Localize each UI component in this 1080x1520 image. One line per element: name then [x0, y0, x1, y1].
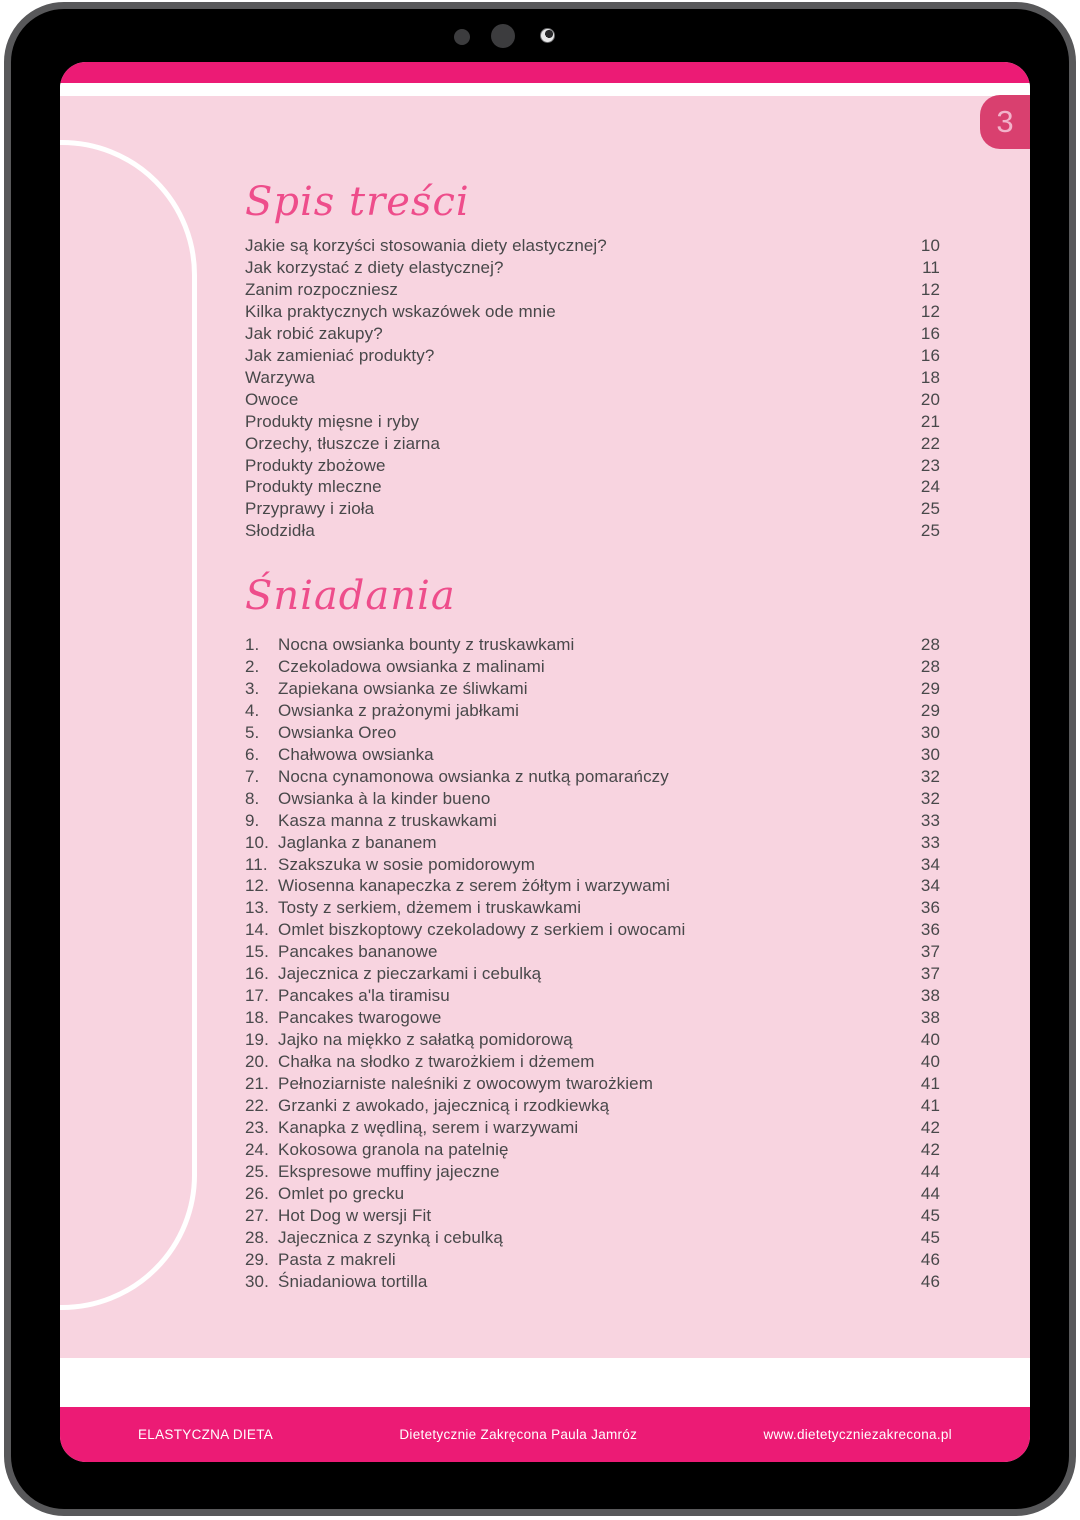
toc-entry[interactable] — [245, 1227, 940, 1249]
toc-entry[interactable] — [245, 1249, 940, 1271]
toc-entry-label: Śniadaniowa tortilla — [278, 1271, 428, 1291]
toc-entry-label: Jajecznica z pieczarkami i cebulką — [278, 964, 542, 984]
toc-list-breakfasts — [245, 634, 940, 1293]
toc-entry-page-number: 25 — [920, 521, 940, 541]
toc-entry-number: 20. — [245, 1052, 269, 1072]
toc-entry[interactable] — [245, 1183, 940, 1205]
toc-entry-page-number: 30 — [920, 722, 940, 742]
toc-entry-page-number: 37 — [920, 942, 940, 962]
toc-entry-label: Pełnoziarniste naleśniki z owocowym twarożkiem — [278, 1074, 653, 1094]
toc-entry-page-number: 30 — [920, 744, 940, 764]
section-title-sniadania: Śniadania — [245, 573, 456, 619]
toc-entry-page-number: 44 — [920, 1161, 940, 1181]
toc-entry-page-number: 36 — [920, 898, 940, 918]
toc-entry-number: 3. — [245, 678, 260, 698]
toc-entry-label: Omlet po grecku — [278, 1183, 405, 1203]
toc-entry-label: Szakszuka w sosie pomidorowym — [278, 854, 536, 874]
toc-entry[interactable] — [245, 1051, 940, 1073]
toc-entry[interactable] — [245, 1271, 940, 1293]
toc-entry-page-number: 18 — [920, 367, 940, 387]
toc-entry-label: Omlet biszkoptowy czekoladowy z serkiem i owocami — [278, 920, 686, 940]
toc-entry[interactable] — [245, 832, 940, 854]
toc-entry-page-number: 16 — [920, 323, 940, 343]
toc-entry-page-number: 41 — [920, 1074, 940, 1094]
toc-entry-number: 13. — [245, 898, 269, 918]
toc-entry-page-number: 11 — [922, 257, 940, 277]
toc-entry-label: Jak korzystać z diety elastycznej? — [245, 257, 504, 277]
toc-entry-label: Produkty mleczne — [245, 477, 382, 497]
toc-entry-number: 14. — [245, 920, 269, 940]
toc-entry[interactable] — [245, 854, 940, 876]
toc-entry-number: 21. — [245, 1074, 269, 1094]
toc-entry-label: Owsianka à la kinder bueno — [278, 788, 491, 808]
toc-entry-label: Chałwowa owsianka — [278, 744, 434, 764]
toc-entry[interactable] — [245, 279, 940, 301]
toc-entry-page-number: 41 — [920, 1096, 940, 1116]
toc-entry[interactable] — [245, 656, 940, 678]
toc-entry-page-number: 21 — [920, 411, 940, 431]
toc-entry-page-number: 28 — [920, 635, 940, 654]
footer-brand-label: ELASTYCZNA DIETA — [138, 1427, 274, 1442]
toc-entry-label: Kilka praktycznych wskazówek ode mnie — [245, 301, 556, 321]
section-title-spis-tresci: Spis treści — [245, 179, 470, 225]
toc-entry-number: 6. — [245, 744, 260, 764]
toc-entry-label: Hot Dog w wersji Fit — [278, 1205, 432, 1225]
toc-entry-page-number: 45 — [920, 1205, 940, 1225]
toc-entry-page-number: 20 — [920, 389, 940, 409]
toc-entry-page-number: 42 — [920, 1139, 940, 1159]
toc-entry[interactable] — [245, 810, 940, 832]
toc-entry[interactable] — [245, 700, 940, 722]
toc-entry[interactable] — [245, 345, 940, 367]
toc-entry-label: Jak zamieniać produkty? — [245, 345, 435, 365]
toc-entry-label: Owoce — [245, 389, 299, 409]
toc-entry[interactable] — [245, 455, 940, 477]
toc-entry-label: Pancakes bananowe — [278, 942, 438, 962]
toc-entry-number: 5. — [245, 722, 260, 742]
toc-entry-label: Owsianka Oreo — [278, 722, 397, 742]
toc-entry-page-number: 44 — [920, 1183, 940, 1203]
footer-author-label: Dietetycznie Zakręcona Paula Jamróz — [399, 1427, 638, 1442]
toc-entry-number: 18. — [245, 1008, 269, 1028]
toc-entry-number: 4. — [245, 700, 260, 720]
toc-entry[interactable] — [245, 1073, 940, 1095]
toc-entry-page-number: 37 — [920, 964, 940, 984]
toc-entry-page-number: 23 — [920, 455, 940, 475]
toc-entry[interactable] — [245, 919, 940, 941]
toc-entry-number: 30. — [245, 1271, 269, 1291]
toc-entry-label: Wiosenna kanapeczka z serem żółtym i warzywami — [278, 876, 670, 896]
toc-entry[interactable] — [245, 963, 940, 985]
page-footer-bar — [60, 1407, 1030, 1462]
toc-entry-number: 27. — [245, 1205, 269, 1225]
toc-entry-label: Zanim rozpoczniesz — [245, 279, 398, 299]
toc-entry-page-number: 32 — [920, 766, 940, 786]
toc-entry[interactable] — [245, 520, 940, 542]
toc-entry-number: 11. — [245, 854, 268, 874]
toc-entry[interactable] — [245, 1117, 940, 1139]
page-bottom-white-strip — [60, 1358, 1030, 1407]
toc-entry-label: Słodzidła — [245, 521, 315, 541]
toc-entry-number: 29. — [245, 1249, 269, 1269]
toc-entry[interactable] — [245, 788, 940, 810]
toc-entry[interactable] — [245, 1161, 940, 1183]
toc-entry-label: Chałka na słodko z twarożkiem i dżemem — [278, 1052, 595, 1072]
toc-entry-page-number: 45 — [920, 1227, 940, 1247]
toc-entry-number: 15. — [245, 942, 269, 962]
toc-entry-number: 26. — [245, 1183, 269, 1203]
toc-entry[interactable] — [245, 722, 940, 744]
toc-entry-number: 10. — [245, 832, 269, 852]
toc-entry-page-number: 12 — [920, 279, 940, 299]
toc-entry-label: Ekspresowe muffiny jajeczne — [278, 1161, 500, 1181]
toc-entry[interactable] — [245, 323, 940, 345]
toc-entry[interactable] — [245, 875, 940, 897]
toc-entry-page-number: 33 — [920, 832, 940, 852]
toc-entry-page-number: 46 — [920, 1249, 940, 1269]
toc-entry-page-number: 38 — [920, 986, 940, 1006]
toc-entry[interactable] — [245, 1205, 940, 1227]
toc-entry[interactable] — [245, 389, 940, 411]
toc-entry-number: 24. — [245, 1139, 269, 1159]
front-camera-icon — [540, 28, 555, 43]
toc-entry-label: Przyprawy i zioła — [245, 499, 375, 519]
toc-entry[interactable] — [245, 744, 940, 766]
toc-entry-number: 8. — [245, 788, 260, 808]
speaker-dot-icon — [491, 24, 515, 48]
toc-entry[interactable] — [245, 1029, 940, 1051]
toc-entry-label: Kokosowa granola na patelnię — [278, 1139, 509, 1159]
toc-entry-number: 28. — [245, 1227, 269, 1247]
toc-entry-number: 16. — [245, 964, 269, 984]
toc-entry-page-number: 42 — [920, 1117, 940, 1137]
toc-entry[interactable] — [245, 257, 940, 279]
toc-entry-label: Nocna cynamonowa owsianka z nutką pomarańczy — [278, 766, 669, 786]
toc-entry[interactable] — [245, 634, 940, 656]
toc-entry-page-number: 22 — [920, 433, 940, 453]
toc-entry-label: Pancakes twarogowe — [278, 1008, 442, 1028]
toc-entry-label: Nocna owsianka bounty z truskawkami — [278, 635, 575, 654]
toc-entry-label: Jak robić zakupy? — [245, 323, 383, 343]
toc-entry-number: 1. — [245, 635, 260, 654]
toc-entry-number: 17. — [245, 986, 269, 1006]
toc-entry-label: Jajecznica z szynką i cebulką — [278, 1227, 503, 1247]
toc-entry-page-number: 29 — [920, 678, 940, 698]
page-number: 3 — [996, 104, 1014, 139]
toc-entry-label: Pasta z makreli — [278, 1249, 396, 1269]
toc-entry-number: 19. — [245, 1030, 269, 1050]
toc-entry-page-number: 38 — [920, 1008, 940, 1028]
toc-entry-page-number: 36 — [920, 920, 940, 940]
toc-entry-label: Kanapka z wędliną, serem i warzywami — [278, 1117, 579, 1137]
toc-entry-page-number: 40 — [920, 1052, 940, 1072]
toc-entry-page-number: 33 — [920, 810, 940, 830]
toc-entry-label: Pancakes a'la tiramisu — [278, 986, 450, 1006]
toc-entry-number: 23. — [245, 1117, 269, 1137]
toc-entry-label: Produkty mięsne i ryby — [245, 411, 420, 431]
toc-entry[interactable] — [245, 1007, 940, 1029]
toc-entry-label: Jajko na miękko z sałatką pomidorową — [278, 1030, 573, 1050]
toc-entry-label: Jaglanka z bananem — [278, 832, 437, 852]
toc-entry-label: Czekoladowa owsianka z malinami — [278, 656, 545, 676]
toc-entry-label: Zapiekana owsianka ze śliwkami — [278, 678, 528, 698]
page-number-badge — [980, 95, 1030, 149]
toc-entry-page-number: 16 — [920, 345, 940, 365]
toc-entry-page-number: 32 — [920, 788, 940, 808]
decorative-rounded-outline — [60, 140, 197, 1310]
toc-entry[interactable] — [245, 985, 940, 1007]
toc-entry-page-number: 46 — [920, 1271, 940, 1291]
toc-entry[interactable] — [245, 498, 940, 520]
toc-entry-page-number: 40 — [920, 1030, 940, 1050]
toc-entry-label: Tosty z serkiem, dżemem i truskawkami — [278, 898, 582, 918]
toc-entry-number: 9. — [245, 810, 260, 830]
toc-entry-page-number: 12 — [920, 301, 940, 321]
toc-entry-number: 2. — [245, 656, 260, 676]
toc-entry-label: Orzechy, tłuszcze i ziarna — [245, 433, 441, 453]
toc-entry-label: Warzywa — [245, 367, 315, 387]
ebook-page — [60, 62, 1030, 1462]
proximity-sensor-icon — [454, 29, 470, 45]
toc-entry[interactable] — [245, 1139, 940, 1161]
toc-entry[interactable] — [245, 411, 940, 433]
toc-entry-number: 25. — [245, 1161, 269, 1181]
toc-entry-page-number: 24 — [920, 477, 940, 497]
toc-entry[interactable] — [245, 678, 940, 700]
footer-website-link[interactable]: www.dietetyczniezakrecona.pl — [763, 1427, 952, 1442]
toc-entry[interactable] — [245, 941, 940, 963]
page-top-white-strip — [60, 83, 1030, 96]
toc-entry-page-number: 25 — [920, 499, 940, 519]
toc-entry-page-number: 28 — [920, 656, 940, 676]
toc-entry[interactable] — [245, 301, 940, 323]
toc-entry[interactable] — [245, 476, 940, 498]
page-top-accent-bar — [60, 62, 1030, 83]
toc-entry-page-number: 29 — [920, 700, 940, 720]
toc-entry[interactable] — [245, 235, 940, 257]
toc-entry-label: Owsianka z prażonymi jabłkami — [278, 700, 519, 720]
toc-entry-label: Grzanki z awokado, jajecznicą i rzodkiewką — [278, 1096, 610, 1116]
toc-entry-label: Produkty zbożowe — [245, 455, 386, 475]
toc-entry-page-number: 10 — [920, 236, 940, 255]
toc-list-general — [245, 235, 940, 542]
toc-entry-page-number: 34 — [920, 854, 940, 874]
toc-entry-label: Jakie są korzyści stosowania diety elastycznej? — [245, 236, 607, 255]
toc-entry-number: 7. — [245, 766, 260, 786]
toc-entry-number: 12. — [245, 876, 269, 896]
toc-entry[interactable] — [245, 433, 940, 455]
toc-entry-number: 22. — [245, 1096, 269, 1116]
toc-entry[interactable] — [245, 1095, 940, 1117]
toc-entry-label: Kasza manna z truskawkami — [278, 810, 497, 830]
toc-entry[interactable] — [245, 766, 940, 788]
toc-entry[interactable] — [245, 897, 940, 919]
toc-entry-page-number: 34 — [920, 876, 940, 896]
toc-entry[interactable] — [245, 367, 940, 389]
